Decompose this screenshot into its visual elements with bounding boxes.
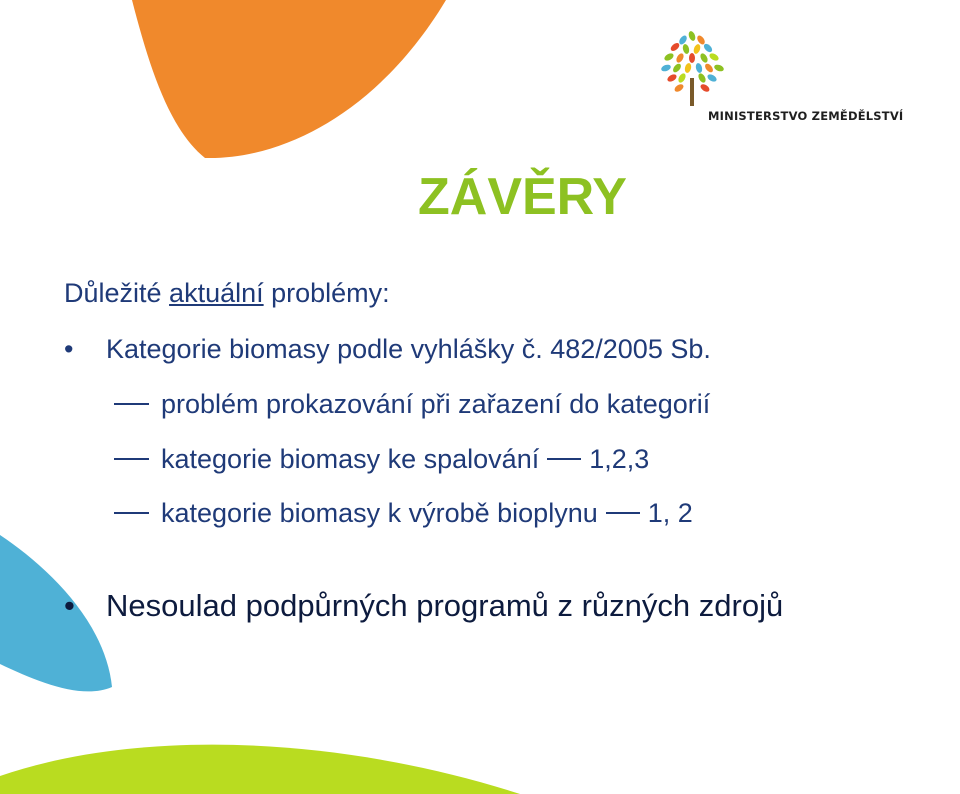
bullet-dot-icon: • (64, 588, 75, 623)
bullet-dot-icon: • (64, 334, 74, 364)
subitem-value: 1,2,3 (589, 444, 650, 474)
bullet-text: Nesoulad podpůrných programů z různých zdrojů (106, 588, 784, 623)
subitem-biogas-categories (114, 498, 693, 529)
slide-title: ZÁVĚRY (418, 168, 627, 226)
subitem-value: 1, 2 (647, 498, 693, 528)
dash-icon (114, 403, 149, 405)
bullet-item-biomass (64, 334, 711, 365)
intro-suffix: problémy: (263, 278, 390, 308)
subitem-text: kategorie biomasy k výrobě bioplynu (161, 498, 598, 528)
dash-icon (114, 458, 149, 460)
subitem-text: problém prokazování při zařazení do kategorií (161, 389, 711, 419)
ministry-logo (652, 28, 904, 138)
intro-line (64, 278, 390, 309)
subitem-text: kategorie biomasy ke spalování (161, 444, 540, 474)
intro-prefix: Důležité (64, 278, 170, 308)
subitem-combustion-categories (114, 444, 649, 475)
bullet-item-programs (64, 588, 783, 624)
orange-leaf-shape (132, 0, 446, 158)
bullet-text: Kategorie biomasy podle vyhlášky č. 482/2005 Sb. (106, 334, 711, 364)
lime-wave-shape (0, 745, 520, 794)
intro-underlined-word: aktuální (169, 278, 264, 308)
dash-icon (547, 458, 581, 460)
subitem-proof-problem (114, 389, 710, 420)
logo-text: MINISTERSTVO ZEMĚDĚLSTVÍ (708, 109, 904, 123)
dash-icon (606, 512, 640, 514)
tree-of-leaves-icon (652, 28, 732, 110)
dash-icon (114, 512, 149, 514)
